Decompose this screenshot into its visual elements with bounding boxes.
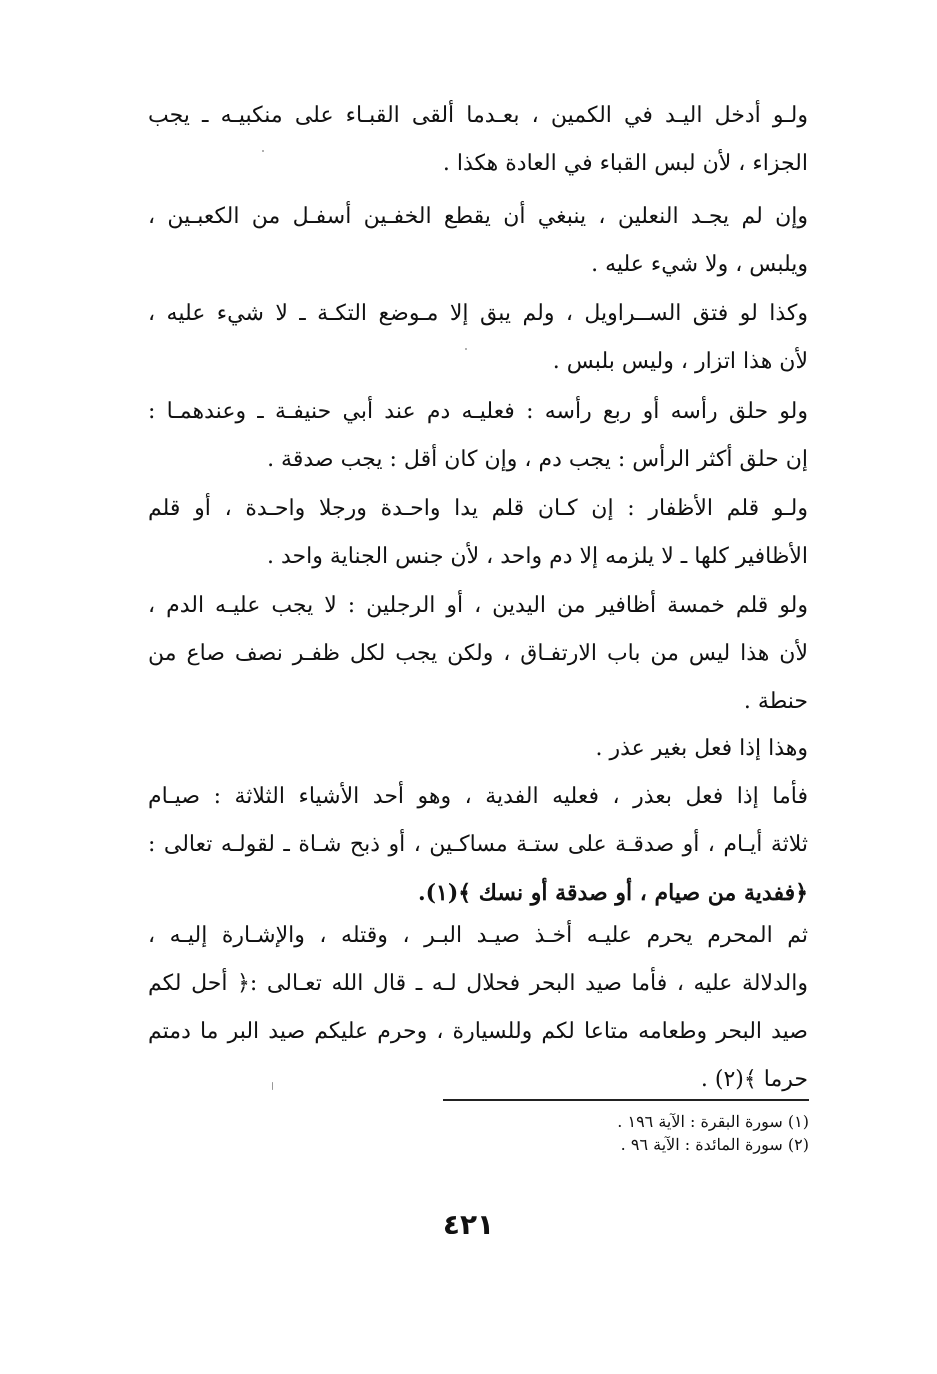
scan-speck xyxy=(465,348,467,350)
paragraph-line: ولـو أدخل اليـد في الكمين ، بعـدما ألقى القبـاء على منكبيـه ـ يجب xyxy=(148,103,808,128)
paragraph-line: لأن هذا ليس من باب الارتفـاق ، ولكن يجب لكل ظفـر نصف صاع من xyxy=(148,641,808,666)
paragraph-6 xyxy=(148,582,808,726)
footnote-2: (٢) سورة المائدة : الآية ٩٦ . xyxy=(620,1135,809,1154)
paragraph-line: الأظافير كلها ـ لا يلزمه إلا دم واحد ، لأن جنس الجناية واحد . xyxy=(267,544,808,569)
page-number: ٤٢١ xyxy=(442,1208,495,1241)
footnotes xyxy=(480,1110,809,1156)
paragraph-1 xyxy=(148,92,808,188)
paragraph-line: فأما إذا فعل بعذر ، فعليه الفدية ، وهو أحد الأشياء الثلاثة : صيـام xyxy=(148,784,808,809)
paragraph-line: حنطة . xyxy=(743,689,808,714)
quran-quote-line: ﴿ففدية من صيام ، أو صدقة أو نسك ﴾(١). xyxy=(417,880,808,906)
paragraph-9 xyxy=(148,912,808,1104)
paragraph-line: والدلالة عليه ، فأما صيد البحر فحلال لـه ـ قال الله تعـالى :﴿ أحل لكم xyxy=(148,971,808,996)
paragraph-3 xyxy=(148,290,808,386)
footnote-1: (١) سورة البقرة : الآية ١٩٦ . xyxy=(617,1112,809,1131)
scan-speck xyxy=(262,150,264,152)
footnote-divider xyxy=(443,1099,809,1101)
scan-speck xyxy=(272,1082,273,1090)
paragraph-line: لأن هذا اتزار ، وليس بلبس . xyxy=(552,349,808,374)
paragraph-line: ولـو قلم الأظفار : إن كـان قلم يدا واحـدة ورجلا واحـدة ، أو قلم xyxy=(148,496,808,521)
paragraph-line: ولو حلق رأسه أو ربع رأسه : فعليـه دم عند أبي حنيفـة ـ وعندهمـا : xyxy=(148,399,808,424)
paragraph-line: وهذا إذا فعل بغير عذر . xyxy=(595,736,808,761)
paragraph-line: وكذا لو فتق الســراويل ، ولم يبق إلا مـوضع التكـة ـ لا شيء عليه ، xyxy=(148,301,808,326)
paragraph-line: وإن لم يجـد النعلين ، ينبغي أن يقطع الخفـين أسفـل من الكعبـين ، xyxy=(148,204,808,229)
paragraph-line: ويلبس ، ولا شيء عليه . xyxy=(591,252,808,277)
paragraph-line: ولو قلم خمسة أظافير من اليدين ، أو الرجلين : لا يجب عليـه الدم ، xyxy=(148,593,808,618)
paragraph-4 xyxy=(148,388,808,484)
paragraph-2 xyxy=(148,193,808,289)
paragraph-line: ثم المحرم يحرم عليـه أخـذ صيـد البـر ، وقتله ، والإشـارة إليـه ، xyxy=(148,923,808,948)
paragraph-line: الجزاء ، لأن لبس القباء في العادة هكذا . xyxy=(442,151,808,176)
paragraph-line: حرما ﴾(٢) . xyxy=(700,1067,808,1092)
paragraph-line: إن حلق أكثر الرأس : يجب دم ، وإن كان أقل : يجب صدقة . xyxy=(267,447,808,472)
paragraph-5 xyxy=(148,485,808,581)
paragraph-7 xyxy=(148,725,808,773)
paragraph-8 xyxy=(148,773,808,917)
paragraph-line: صيد البحر وطعامه متاعا لكم وللسيارة ، وحرم عليكم صيد البر ما دمتم xyxy=(148,1019,808,1044)
paragraph-line: ثلاثة أيـام ، أو صدقـة على ستـة مساكـين ، أو ذبح شـاة ـ لقولـه تعالى : xyxy=(148,832,808,857)
